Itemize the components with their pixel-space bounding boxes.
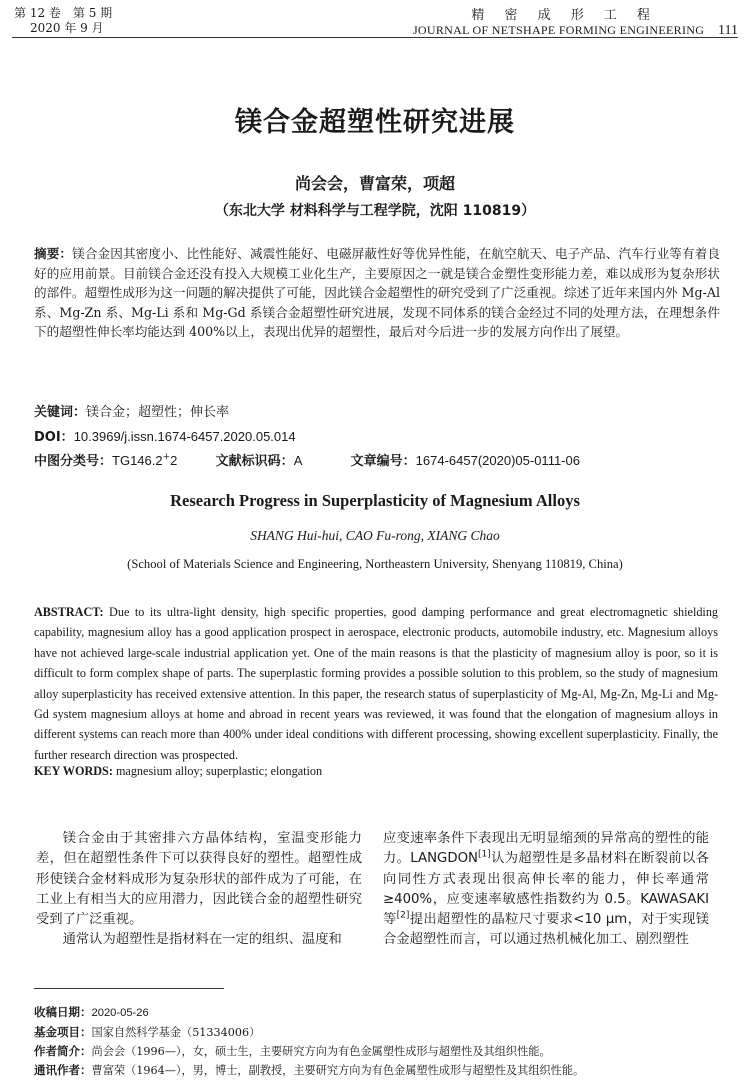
corresponding-author: 通讯作者：曹富荣（1964—），男，博士，副教授，主要研究方向为有色金属塑性成形与超塑性及其组织性能。 (34, 1063, 585, 1077)
author-bio: 作者简介：尚会会（1996—），女，硕士生，主要研究方向为有色金属塑性成形与超塑性及其组织性能。 (34, 1044, 551, 1058)
issue-date: 2020 年 9 月 (30, 21, 104, 35)
keywords-en-label: KEY WORDS: (34, 764, 113, 778)
body-text: 认为超塑性是多晶材料在断裂前以各向同性方式表现出很高伸长率的能力，伸长率通常≥400%，应变速率敏感性指数约为 0.5。KAWASAKI 等 (383, 851, 709, 928)
abstract-cn-label: 摘要： (34, 246, 73, 261)
keywords-cn (34, 404, 229, 422)
authors-cn: 尚会会，曹富荣，项超 (294, 174, 455, 193)
doc-code-value: A (293, 453, 303, 468)
keywords-en (34, 764, 322, 779)
doi-value: 10.3969/j.issn.1674-6457.2020.05.014 (73, 429, 296, 444)
journal-name-en: JOURNAL OF NETSHAPE FORMING ENGINEERING (412, 23, 705, 37)
article-number-label: 文章编号： (350, 454, 416, 469)
authors-en: SHANG Hui-hui, CAO Fu-rong, XIANG Chao (250, 528, 500, 543)
clc-label: 中图分类号： (34, 454, 113, 469)
header-divider (12, 37, 738, 38)
doc-code-label: 文献标识码： (215, 454, 294, 469)
footnote-divider (34, 988, 224, 989)
clc-suffix: 2 (170, 453, 178, 468)
fund-info: 基金项目：国家自然科学基金（51334006） (34, 1025, 261, 1039)
journal-name-cn: 精 密 成 形 工 程 (471, 8, 658, 23)
page-number: 111 (718, 23, 738, 38)
citation-link[interactable]: [1] (478, 849, 491, 860)
abstract-en-text: Due to its ultra-light density, high specific properties, good damping performance and great electromagnetic shielding capability, magnesium alloy has a good application prospect in aerospace, electronic products, automobile industry, etc. Magnesium alloys have not achieved large-scale industrial application yet. One of the main reasons is that the plasticity of magnesium alloy is poor, so it is difficult to form complex shape of parts. The superplastic forming provides a possible solution to this problem, so the study of magnesium alloy superplasticity has received extensive attention. In this paper, the research status of superplasticity of Mg-Al, Mg-Zn, Mg-Li and Mg-Gd system magnesium alloys at home and abroad in recent years was reviewed, it was found that the elongation of magnesium alloys in different systems can reach more than 400% under ideal conditions with different processing, showing excellent superplasticity. Finally, the further research direction was prospected. (34, 605, 719, 762)
doi-line (34, 428, 296, 447)
journal-issue-info (14, 6, 112, 36)
citation-link[interactable]: [2] (396, 910, 410, 921)
classification-line (34, 452, 580, 471)
abstract-cn-text: 镁合金因其密度小、比性能好、减震性能好、电磁屏蔽性好等优异性能，在航空航天、电子产品、汽车行业等有着良好的应用前景。目前镁合金还没有投入大规模工业化生产，主要原因之一就是镁合金塑性变形能力差，难以成形为复杂形状的部件。超塑性成形为这一问题的解决提供了可能，因此镁合金超塑性的研究受到了广泛重视。综述了近年来国内外 Mg-Al 系、Mg-Zn 系、Mg-Li 系和 Mg-Gd 系镁合金超塑性研究进展，发现不同体系的镁合金经过不同的处理方法，在理想条件下的超塑性伸长率均能达到 400%以上，表现出优异的超塑性，最后对今后进一步的发展方向作出了展望。 (34, 246, 721, 339)
doi-label: DOI： (34, 430, 74, 445)
keywords-en-value: magnesium alloy; superplastic; elongation (115, 764, 323, 778)
abstract-cn (34, 244, 720, 342)
keywords-cn-label: 关键词： (34, 405, 87, 420)
paper-title-en: Research Progress in Superplasticity of Magnesium Alloys (170, 491, 580, 510)
keywords-cn-value: 镁合金；超塑性；伸长率 (86, 405, 230, 420)
clc-value: TG146.2 (112, 453, 163, 468)
body-paragraph: 通常认为超塑性是指材料在一定的组织、温度和 (62, 932, 342, 948)
body-paragraph: 镁合金由于其密排六方晶体结构，室温变形能力差，但在超塑性条件下可以获得良好的塑性。超塑性成形使镁合金材料成形为复杂形状的部件成为了可能，在工业上有相当大的应用潜力，因此镁合金的超塑性研究受到了广泛重视。 (36, 831, 362, 928)
abstract-en (34, 602, 718, 765)
article-number-value: 1674-6457(2020)05-0111-06 (415, 453, 580, 468)
journal-name-block (413, 4, 738, 39)
clc-sup: + (162, 452, 171, 463)
body-text: 应变速率条件下表现出无明显缩颈的异常高的塑性的能力。LANGDON (383, 831, 709, 867)
volume-issue: 第 12 卷 第 5 期 (14, 6, 113, 20)
footnotes (34, 1003, 584, 1080)
received-date: 收稿日期：2020-05-26 (34, 1005, 149, 1019)
affiliation-cn: （东北大学 材料科学与工程学院，沈阳 110819） (214, 203, 536, 219)
body-column-right (383, 829, 709, 951)
affiliation-en: (School of Materials Science and Engineering, Northeastern University, Shenyang 110819, China) (127, 557, 623, 571)
body-column-left (36, 829, 362, 951)
abstract-en-label: ABSTRACT: (34, 605, 104, 619)
body-text: 提出超塑性的晶粒尺寸要求<10 μm，对于实现镁合金超塑性而言，可以通过热机械化加工、剧烈塑性 (383, 912, 710, 948)
body-paragraph (383, 829, 709, 951)
paper-title-cn: 镁合金超塑性研究进展 (235, 107, 515, 138)
